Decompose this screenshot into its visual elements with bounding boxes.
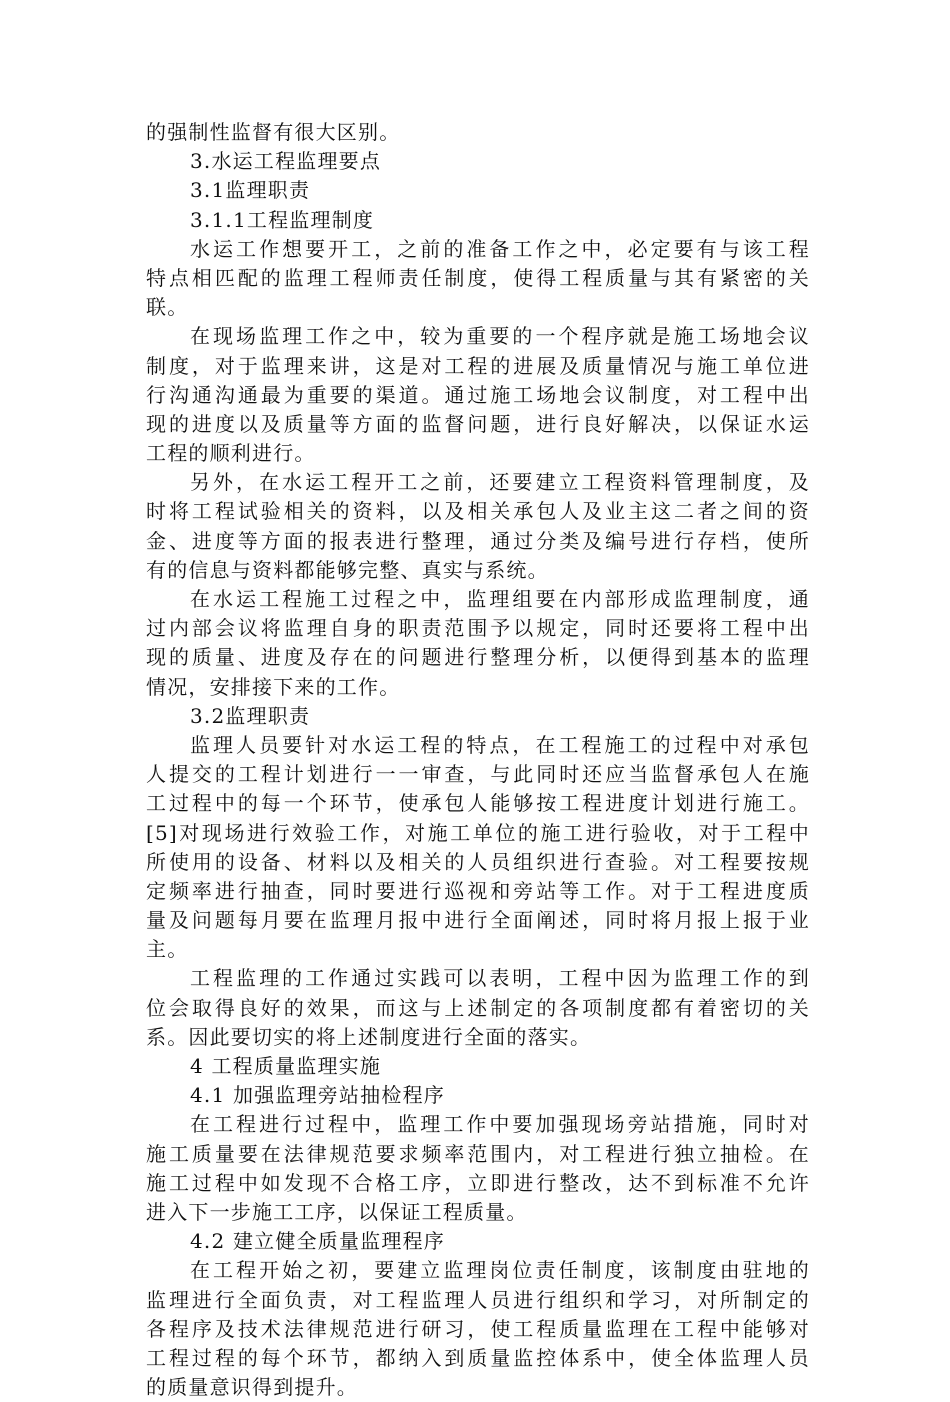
paragraph-line: 所使用的设备、材料以及相关的人员组织进行查验。对工程要按规 xyxy=(146,849,810,874)
paragraph-line: 定频率进行抽查，同时要进行巡视和旁站等工作。对于工程进度质 xyxy=(146,878,810,903)
paragraph-line: 施工质量要在法律规范要求频率范围内，对工程进行独立抽检。在 xyxy=(146,1141,810,1166)
paragraph-line: 工程过程的每个环节，都纳入到质量监控体系中，使全体监理人员 xyxy=(146,1345,810,1370)
paragraph-line: 特点相匹配的监理工程师责任制度，使得工程质量与其有紧密的关 xyxy=(146,265,810,290)
paragraph-line: 进入下一步施工工序，以保证工程质量。 xyxy=(146,1199,528,1224)
paragraph-line: 监理人员要针对水运工程的特点，在工程施工的过程中对承包 xyxy=(190,732,810,757)
subsection-heading: 3.1监理职责 xyxy=(190,178,311,203)
paragraph-line: 量及问题每月要在监理月报中进行全面阐述，同时将月报上报于业 xyxy=(146,908,810,933)
paragraph-line: 施工过程中如发现不合格工序，立即进行整改，达不到标准不允许 xyxy=(146,1170,810,1195)
paragraph-line: 在现场监理工作之中，较为重要的一个程序就是施工场地会议 xyxy=(190,324,810,349)
paragraph-line: 的质量意识得到提升。 xyxy=(146,1375,358,1400)
paragraph-line: [5]对现场进行效验工作，对施工单位的施工进行验收，对于工程中 xyxy=(146,820,810,845)
subsection-heading: 4.1 加强监理旁站抽检程序 xyxy=(190,1083,445,1108)
subsection-heading: 3.2监理职责 xyxy=(190,703,311,728)
subsection-heading: 4.2 建立健全质量监理程序 xyxy=(190,1229,445,1254)
paragraph-line: 监理进行全面负责，对工程监理人员进行组织和学习，对所制定的 xyxy=(146,1287,810,1312)
paragraph-line: 有的信息与资料都能够完整、真实与系统。 xyxy=(146,557,549,582)
section-heading: 4 工程质量监理实施 xyxy=(190,1054,382,1078)
paragraph-line: 人提交的工程计划进行一一审查，与此同时还应当监督承包人在施 xyxy=(146,762,810,787)
paragraph-line: 系。因此要切实的将上述制度进行全面的落实。 xyxy=(146,1024,592,1049)
paragraph-line: 行沟通沟通最为重要的渠道。通过施工场地会议制度，对工程中出 xyxy=(146,382,810,407)
document-page xyxy=(146,118,810,1402)
paragraph-line: 在工程进行过程中，监理工作中要加强现场旁站措施，同时对 xyxy=(190,1112,810,1137)
paragraph-line: 过内部会议将监理自身的职责范围予以规定，同时还要将工程中出 xyxy=(146,616,810,641)
paragraph-line: 工程的顺利进行。 xyxy=(146,441,316,466)
paragraph-line: 现的质量、进度及存在的问题进行整理分析，以便得到基本的监理 xyxy=(146,645,810,670)
paragraph-line: 在水运工程施工过程之中，监理组要在内部形成监理制度，通 xyxy=(190,587,810,611)
paragraph-line: 各程序及技术法律规范进行研习，使工程质量监理在工程中能够对 xyxy=(146,1316,810,1341)
paragraph-line: 的强制性监督有很大区别。 xyxy=(146,120,401,144)
paragraph-line: 水运工作想要开工，之前的准备工作之中，必定要有与该工程 xyxy=(190,236,810,261)
paragraph-line: 情况，安排接下来的工作。 xyxy=(146,674,401,699)
section-heading: 3.水运工程监理要点 xyxy=(190,149,382,174)
paragraph-line: 工过程中的每一个环节，使承包人能够按工程进度计划进行施工。 xyxy=(146,791,810,816)
paragraph-line: 时将工程试验相关的资料，以及相关承包人及业主这二者之间的资 xyxy=(146,499,810,524)
paragraph-line: 工程监理的工作通过实践可以表明，工程中因为监理工作的到 xyxy=(190,966,810,991)
paragraph-line: 制度，对于监理来讲，这是对工程的进展及质量情况与施工单位进 xyxy=(146,353,810,378)
paragraph-line: 金、进度等方面的报表进行整理，通过分类及编号进行存档，使所 xyxy=(146,528,810,553)
paragraph-line: 在工程开始之初，要建立监理岗位责任制度，该制度由驻地的 xyxy=(190,1258,810,1283)
paragraph-line: 联。 xyxy=(146,295,189,320)
paragraph-line: 现的进度以及质量等方面的监督问题，进行良好解决，以保证水运 xyxy=(146,411,810,436)
paragraph-line: 另外，在水运工程开工之前，还要建立工程资料管理制度，及 xyxy=(190,470,810,495)
subsubsection-heading: 3.1.1工程监理制度 xyxy=(190,207,375,232)
paragraph-line: 位会取得良好的效果，而这与上述制定的各项制度都有着密切的关 xyxy=(146,995,810,1020)
paragraph-line: 主。 xyxy=(146,937,189,962)
